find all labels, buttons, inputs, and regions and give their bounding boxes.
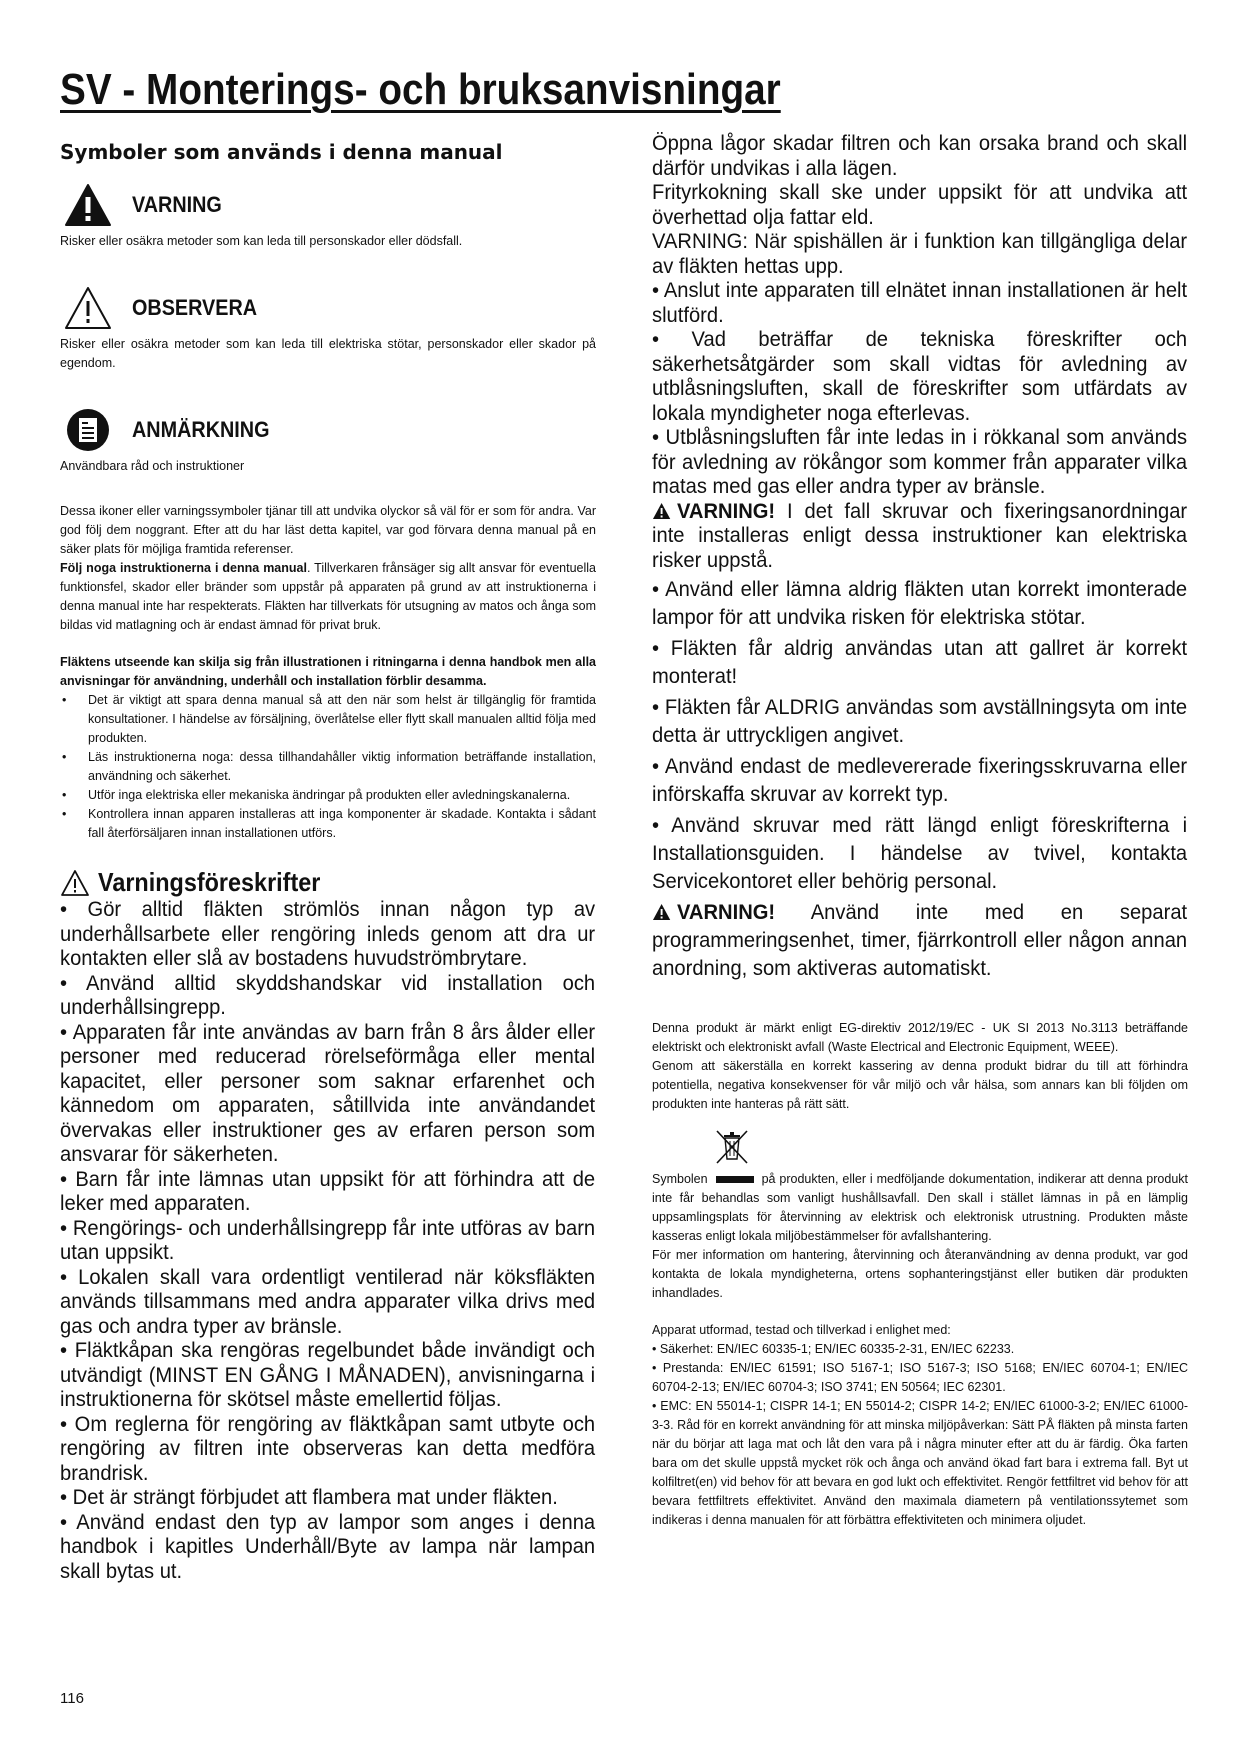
symbol-warning-desc: Risker eller osäkra metoder som kan leda till personskador eller dödsfall. [60,234,463,248]
right-column [652,132,1188,1530]
warning-item: • Lokalen skall vara ordentligt ventilerad när köksfläkten används tillsammans med andra apparater vilka drivs med gas och andra typer av bränsle. [60,1265,596,1338]
page-number: 116 [60,1690,84,1707]
standards-performance: • Prestanda: EN/IEC 61591; ISO 5167-1; ISO 5167-3; ISO 5168; EN/IEC 60704-1; EN/IEC 60704-2-13; EN/IEC 60704-3; ISO 3741; EN 50564; IEC 62301. [652,1361,1188,1394]
warning-screws-paragraph [652,500,1187,574]
list-item: • Läs instruktionerna noga: dessa tillhandahåller viktig information beträffande installation, användning och säkerhet. [60,748,596,786]
standards-safety: • Säkerhet: EN/IEC 60335-1; EN/IEC 60335-2-31, EN/IEC 62233. [652,1342,1015,1356]
note-document-icon [64,407,112,453]
warning-item: Frityrkokning skall ske under uppsikt för att undvika att överhettad olja fattar eld. [652,181,1188,229]
warning-item: • Vad beträffar de tekniska föreskrifter och säkerhetsåtgärder som skall vidtas för avledning av utblåsningsluften, skall de föreskrifter som utfärdats av lokala myndigheter noga efterlevas. [652,328,1188,425]
warning-outline-icon [60,869,90,897]
list-item: • Kontrollera innan apparen installeras att inga komponenter är skadade. Kontakta i sådant fall återförsäljaren innan installationen utförs. [60,805,596,843]
warning-item: • Gör alltid fläkten strömlös innan någon typ av underhållsarbete eller rengöring inleds genom att dra ur kontakten eller slå av bostadens huvudströmbrytare. [60,898,596,970]
weee-symbol-rest: på produkten, eller i medföljande dokumentation, indikerar att denna produkt inte får behandlas som vanligt hushållsavfall. Den skall i stället lämnas in på en lämplig uppsamlingsplats för återvinning av elektrisk och elektronisk utrustning. Produkten måste kasseras enligt lokala miljöbestämmelser för avfallshantering. [652,1172,1188,1243]
warning-item: • Det är strängt förbjudet att flambera mat under fläkten. [60,1486,558,1509]
symbol-caution-desc: Risker eller osäkra metoder som kan leda till elektriska stötar, personskador eller skador på egendom. [60,337,596,370]
weee-crossed-bin-icon [712,1126,752,1166]
symbol-note-desc: Användbara råd och instruktioner [60,459,245,473]
warning-item: • Använd endast den typ av lampor som anges i denna handbok i kapitles Underhåll/Byte av lampa när lampan skall bytas ut. [60,1510,596,1583]
standards-emc: • EMC: EN 55014-1; CISPR 14-1; EN 55014-2; CISPR 14-2; EN/IEC 61000-3-2; EN/IEC 61000-3-3. Råd för en korrekt användning för att minska miljöpåverkan: Sätt PÅ fläkten på minsta farten när du börjar att laga mat och låt den vara på i några minuter efter att du är färdig. Öka farten bara om det skulle uppstå mycket rök och ånga och använd ökad fart bara i extrema fall. Byt ut kolfiltret(en) vid behov för att bevara en god lukt och effektivitet. Rengör fettfiltret vid behov för att bevara fettfiltrets effektivitet. Använd den maximala diametern på ventilationssytemet som indikeras i denna manualen för att förbättra effektiviteten och minimera oljudet. [652,1399,1188,1527]
warning-item: • Utblåsningsluften får inte ledas in i rökkanal som används för avledning av rökångor som kommer från apparater vilka matas med gas eller andra typer av bränsle. [652,426,1188,498]
weee-paragraph: För mer information om hantering, återvinning och återanvändning av denna produkt, var god kontakta de lokala myndigheterna, ortens sophanteringstjänst eller butiken där produkten inhandlades. [652,1248,1188,1300]
warning-item: • Fläkten får aldrig användas utan att gallret är korrekt monterat! [652,637,1188,688]
warning-label: VARNING! [676,901,776,924]
symbol-note-label: ANMÄRKNING [132,417,270,442]
warning-item: • Apparaten får inte användas av barn från 8 års ålder eller personer med reducerad rörelseförmåga eller mental kapacitet, eller personer som saknar erfarenhet och kännedom om apparaten, såtillvida inte användandet övervakas eller instruktioner ges av erfaren person som ansvarar för säkerheten. [60,1020,596,1166]
intro-follow-paragraph [60,559,596,635]
warning-item: • Använd eller lämna aldrig fläkten utan korrekt imonterade lampor för att undvika risken för elektriska stötar. [652,578,1188,629]
warnings-heading-row [60,867,596,898]
black-bar-icon [716,1176,754,1183]
follow-instructions-bold: Följ noga instruktionerna i denna manual [60,561,307,575]
warning-filled-icon [64,182,112,228]
warning-text: Använd inte med en separat programmeringsenhet, timer, fjärrkontroll eller någon annan anordning, som aktiveras automatiskt. [652,901,1188,980]
symbol-caution-row [60,285,596,331]
weee-symbol-start: Symbolen [652,1172,708,1186]
intro-bullet-list [60,691,596,843]
warning-timer-paragraph [652,899,1187,983]
warning-item: • Barn får inte lämnas utan uppsikt för att förhindra att de leker med apparaten. [60,1167,596,1215]
appearance-note: Fläktens utseende kan skilja sig från illustrationen i ritningarna i denna handbok men alla anvisningar för användning, underhåll och installation förblir desamma. [60,655,596,688]
warning-filled-icon [652,903,671,921]
warning-item: • Fläkten får ALDRIG användas som avställningsyta om inte detta är uttryckligen angivet. [652,696,1188,747]
weee-paragraph: Denna produkt är märkt enligt EG-direktiv 2012/19/EC - UK SI 2013 No.3113 beträffande elektriskt och elektroniskt avfall (Waste Electrical and Electronic Equipment, WEEE). [652,1021,1188,1054]
left-column [60,140,596,1584]
follow-instructions-rest: . Tillverkaren frånsäger sig allt ansvar för eventuella funktionsfel, skador eller bränder som uppstår på apparaten på grund av att instruktionerna i denna manual inte har respekterats. Fläkten har tillverkats för utsugning av matos och ånga som bildas vid matlagning och är endast ämnad för privat bruk. [60,561,596,632]
warning-text: I det fall skruvar och fixeringsanordningar inte installeras enligt dessa instruktioner kan elektriska risker uppstå. [652,499,1188,572]
symbol-note-row [60,407,596,453]
warning-item: • Anslut inte apparaten till elnätet innan installationen är helt slutförd. [652,279,1188,327]
list-item: • Utför inga elektriska eller mekaniska ändringar på produkten eller avledningskanalerna. [60,786,596,805]
warning-item: • Använd alltid skyddshandskar vid installation och underhållsingrepp. [60,971,596,1019]
warning-item: • Använd skruvar med rätt längd enligt föreskrifterna i Installationsguiden. I händelse av tvivel, kontakta Servicekontoret eller behörig personal. [652,814,1188,893]
symbols-heading: Symboler som används i denna manual [60,140,503,164]
warning-item: VARNING: När spishällen är i funktion kan tillgängliga delar av fläkten hettas upp. [652,230,1188,278]
warning-item: • Om reglerna för rengöring av fläktkåpan samt utbyte och rengöring av filtren inte observeras kan detta medföra brandrisk. [60,1412,596,1485]
list-item: • Det är viktigt att spara denna manual så att den när som helst är tillgänglig för framtida konsultationer. I händelse av försäljning, överlåtelse eller flytt skall manualen alltid följa med produkten. [60,691,596,748]
warning-filled-icon [652,502,671,520]
warning-item: • Använd endast de medlevererade fixeringsskruvarna eller införskaffa skruvar av korrekt typ. [652,755,1188,806]
intro-paragraph: Dessa ikoner eller varningssymboler tjänar till att undvika olyckor så väl för er som för andra. Var god följ dem noggrant. Efter att du har läst detta kapitel, var god förvara denna manual på en säker plats för möjliga framtida referenser. [60,504,596,556]
symbol-warning-row [60,182,596,228]
warning-item: Öppna lågor skadar filtren och kan orsaka brand och skall därför undvikas i alla lägen. [652,132,1188,180]
symbol-caution-label: OBSERVERA [132,295,258,320]
warning-label: VARNING! [676,499,776,523]
weee-symbol-paragraph [652,1170,1188,1246]
warning-item: • Rengörings- och underhållsingrepp får inte utföras av barn utan uppsikt. [60,1216,596,1264]
weee-paragraph: Genom att säkerställa en korrekt kassering av denna produkt bidrar du till att förhindra potentiella, negativa konsekvenser för vår miljö och vår hälsa, som annars kan bli följden om produkten inte hanteras på rätt sätt. [652,1059,1188,1111]
standards-intro: Apparat utformad, testad och tillverkad i enlighet med: [652,1323,951,1337]
warnings-heading: Varningsföreskrifter [98,867,321,897]
warning-item: • Fläktkåpan ska rengöras regelbundet både invändigt och utvändigt (MINST EN GÅNG I MÅNADEN), anvisningarna i instruktionerna för skötsel måste emellertid följas. [60,1339,596,1411]
symbol-warning-label: VARNING [132,192,222,217]
page-title: SV - Monterings- och bruksanvisningar [60,65,781,114]
warning-outline-icon [64,285,112,331]
